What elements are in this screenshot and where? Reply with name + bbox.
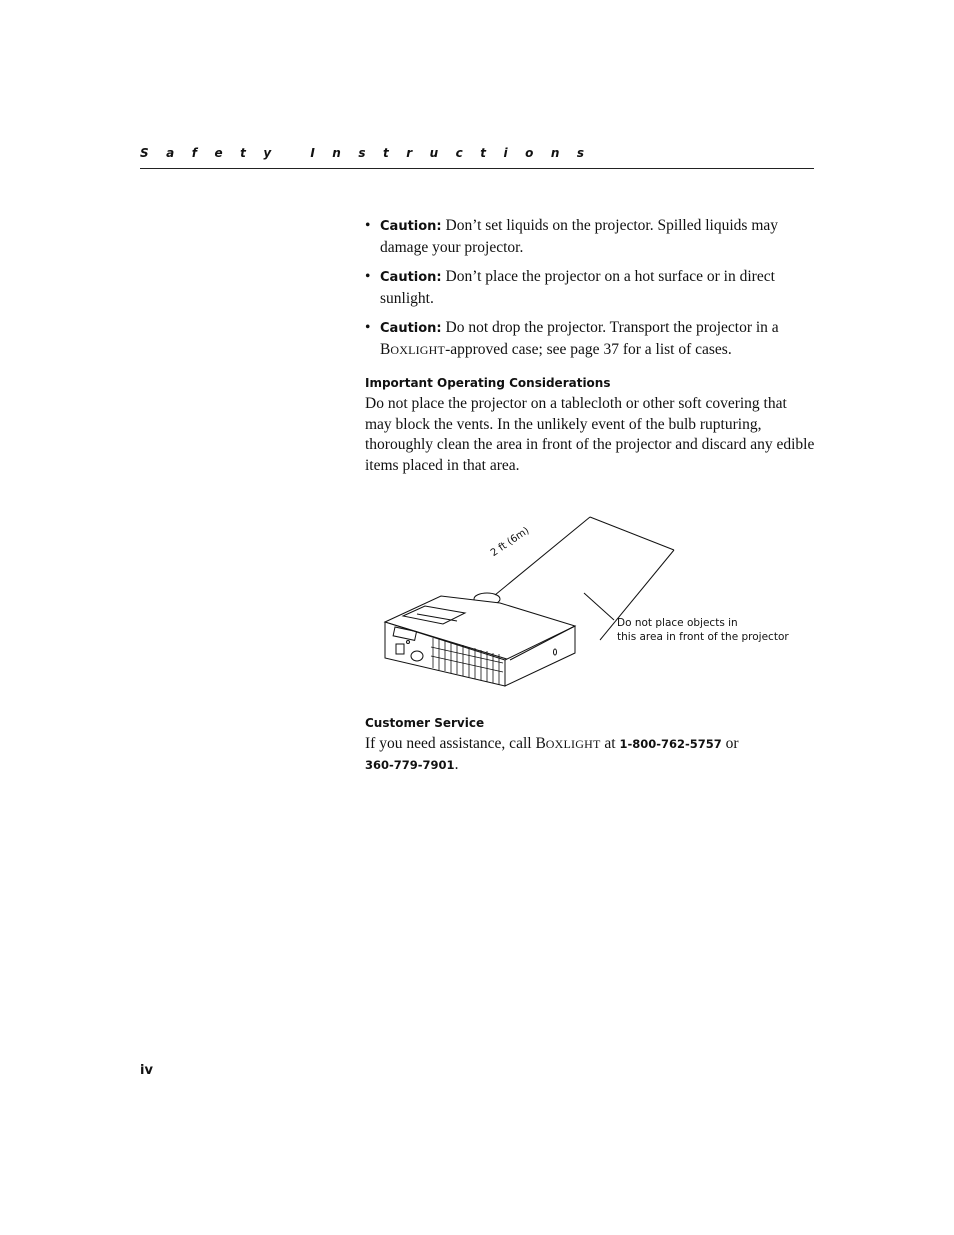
caution-list	[365, 216, 817, 360]
running-head: Safety Instructions	[140, 146, 602, 160]
header-rule	[140, 168, 814, 169]
operating-paragraph: Do not place the projector on a tablecloth or other soft covering that may block the vents. In the unlikely event of the bulb rupturing, thoroughly clean the area in front of the projector and discard any edible items placed in that area.	[365, 395, 815, 474]
main-content	[365, 216, 817, 476]
projector-illustration	[365, 510, 805, 700]
page-number: iv	[140, 1063, 153, 1078]
caution-label: Caution:	[380, 219, 442, 234]
projector-clearance-figure	[365, 510, 805, 700]
caution-item	[365, 267, 817, 309]
bullet-dot: •	[365, 217, 371, 234]
caution-item	[365, 318, 817, 360]
caution-text: Do not drop the projector. Transport the projector in a	[445, 319, 779, 336]
phone-number: 1-800-762-5757	[619, 737, 722, 751]
service-paragraph: If you need assistance, call BOXLIGHT at 1-800-762-5757 or 360-779-7901.	[365, 735, 739, 773]
operating-heading: Important Operating Considerations	[365, 376, 611, 390]
service-heading: Customer Service	[365, 716, 485, 730]
caution-item	[365, 216, 817, 258]
caution-text: -approved case; see page 37 for a list of cases.	[445, 340, 732, 358]
caution-text: Don’t set liquids on the projector. Spilled liquids may damage your projector.	[380, 217, 779, 256]
phone-number: 360-779-7901	[365, 757, 455, 772]
clearance-callout	[617, 616, 789, 644]
brand-name: BOXLIGHT	[380, 340, 446, 358]
distance-label: 2 ft (6m)	[488, 525, 532, 559]
brand-name: BOXLIGHT	[535, 735, 601, 752]
caution-text: Don’t place the projector on a hot surface or in direct sunlight.	[380, 268, 775, 307]
callout-line: this area in front of the projector	[617, 631, 789, 643]
bullet-dot: •	[365, 268, 371, 285]
bullet-dot: •	[365, 319, 371, 336]
customer-service-section	[365, 716, 817, 775]
caution-label: Caution:	[380, 270, 442, 285]
caution-label: Caution:	[380, 321, 442, 336]
callout-line: Do not place objects in	[617, 617, 738, 629]
